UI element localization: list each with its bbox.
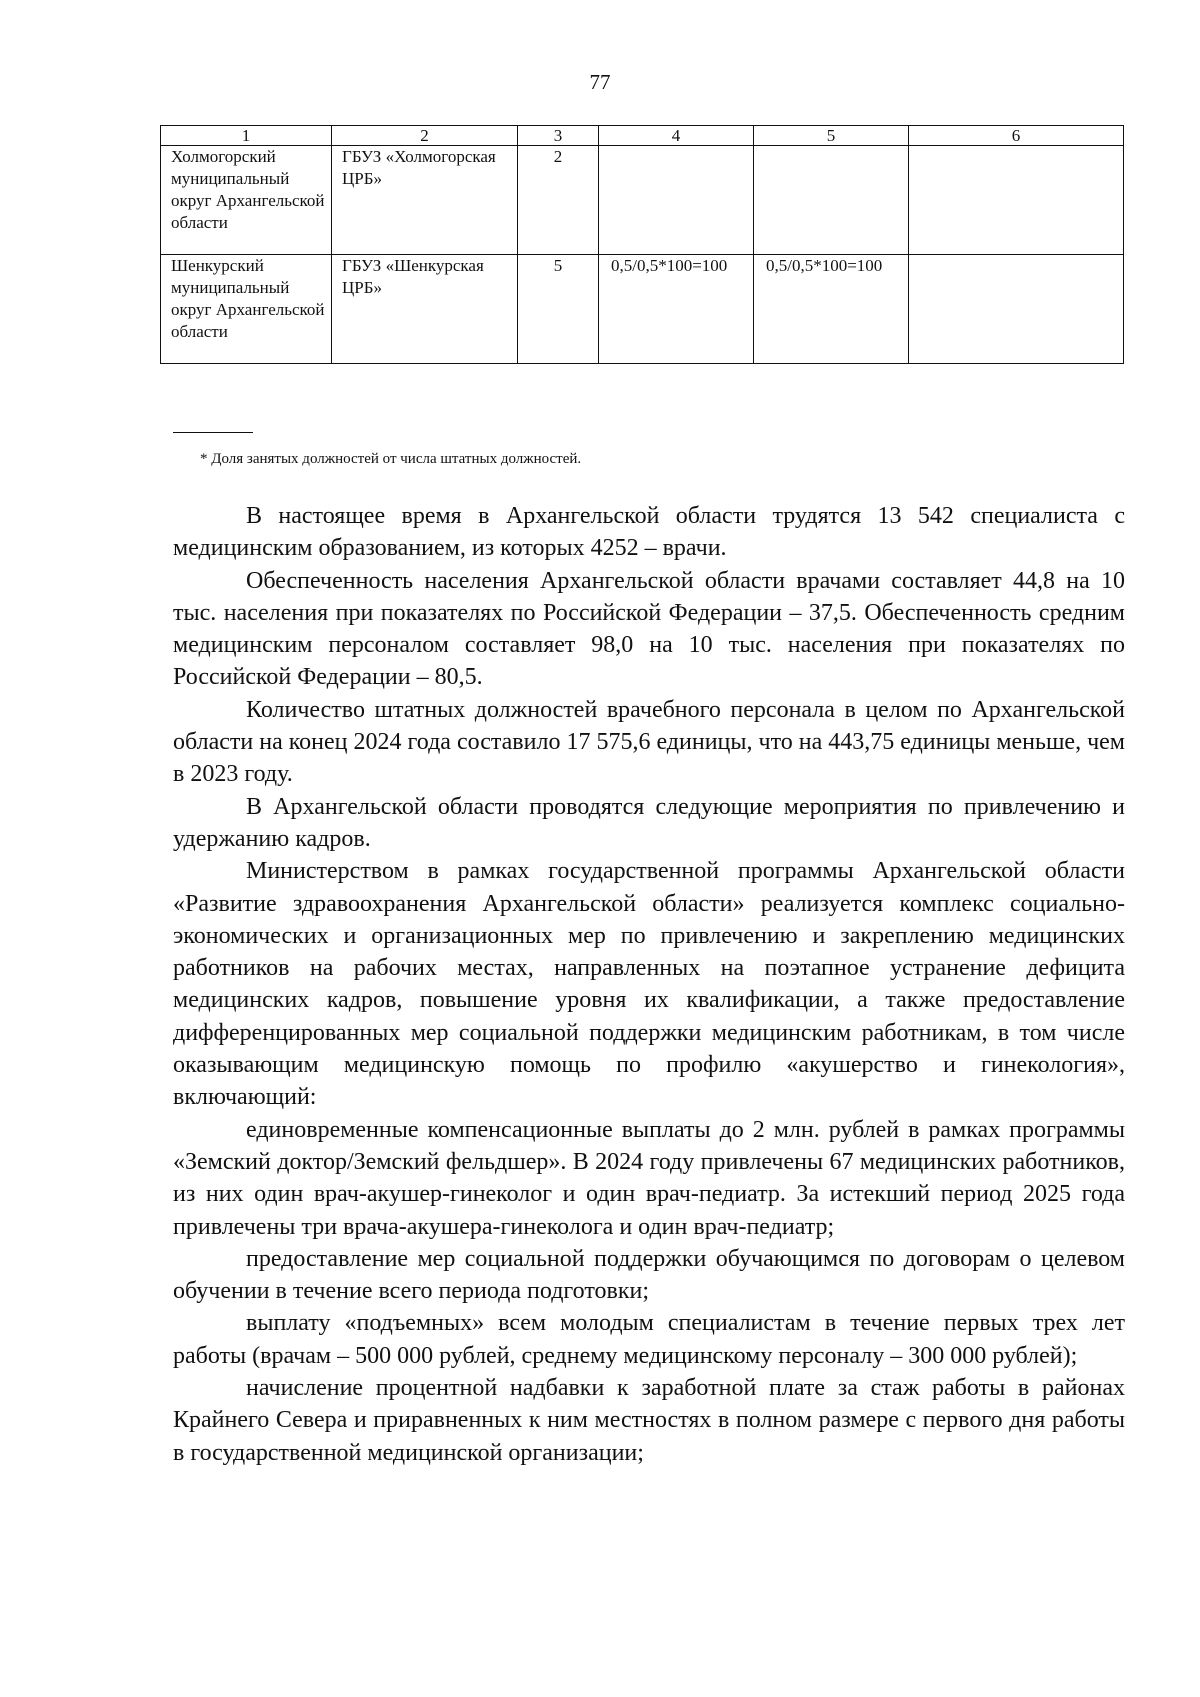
- value-cell: [909, 255, 1124, 364]
- paragraph: выплату «подъемных» всем молодым специалистам в течение первых трех лет работы (врачам – 500 000 рублей, среднему медицинскому персоналу – 300 000 рублей);: [173, 1310, 1125, 1369]
- column-header: 3: [518, 126, 599, 146]
- paragraph: Обеспеченность населения Архангельской области врачами составляет 44,8 на 10 тыс. населения при показателях по Российской Федерации – 37,5. Обеспеченность средним медицинским персоналом составляет 98,0 на 10 тыс. населения при показателях по Российской Федерации – 80,5.: [173, 567, 1125, 691]
- paragraph: В Архангельской области проводятся следующие мероприятия по привлечению и удержанию кадров.: [173, 793, 1125, 852]
- footnote: * Доля занятых должностей от числа штатных должностей.: [200, 451, 582, 467]
- district-cell: Холмогорский муниципальный округ Архангельской области: [161, 146, 332, 255]
- value-cell: [754, 146, 909, 255]
- footnote-divider: [173, 432, 253, 433]
- column-header: 6: [909, 126, 1124, 146]
- organization-cell: ГБУЗ «Холмогорская ЦРБ»: [332, 146, 518, 255]
- paragraph: Количество штатных должностей врачебного персонала в целом по Архангельской области на конец 2024 года составило 17 575,6 единицы, что на 443,75 единицы меньше, чем в 2023 году.: [173, 696, 1125, 788]
- table-row: [161, 255, 1124, 364]
- page-number: 77: [589, 70, 611, 94]
- column-header: 5: [754, 126, 909, 146]
- table-header-row: [161, 126, 1124, 146]
- table-row: [161, 146, 1124, 255]
- paragraph: предоставление мер социальной поддержки обучающимся по договорам о целевом обучении в течение всего периода подготовки;: [173, 1245, 1125, 1305]
- paragraph: В настоящее время в Архангельской области трудятся 13 542 специалиста с медицинским образованием, из которых 4252 – врачи.: [173, 503, 1125, 562]
- column-header: 1: [161, 126, 332, 146]
- value-cell: [599, 146, 754, 255]
- column-header: 4: [599, 126, 754, 146]
- data-table: [160, 125, 1124, 364]
- value-cell: [909, 146, 1124, 255]
- value-cell: 2: [518, 146, 599, 255]
- value-cell: 5: [518, 255, 599, 364]
- body-text: [173, 500, 1125, 1469]
- paragraph: Министерством в рамках государственной программы Архангельской области «Развитие здравоохранения Архангельской области» реализуется комплекс социально-экономических и организационных мер по привлечению и закреплению медицинских работников на рабочих местах, направленных на поэтапное устранение дефицита медицинских кадров, повышение уровня их квалификации, а также предоставление дифференцированных мер социальной поддержки медицинским работникам, в том числе оказывающим медицинскую помощь по профилю «акушерство и гинекология», включающий:: [173, 858, 1125, 1111]
- value-cell: 0,5/0,5*100=100: [599, 255, 754, 364]
- district-cell: Шенкурский муниципальный округ Архангельской области: [161, 255, 332, 364]
- paragraph: единовременные компенсационные выплаты до 2 млн. рублей в рамках программы «Земский доктор/Земский фельдшер». В 2024 году привлечены 67 медицинских работников, из них один врач-акушер-гинеколог и один врач-педиатр. За истекший период 2025 года привлечены три врача-акушера-гинеколога и один врач-педиатр;: [173, 1116, 1125, 1240]
- paragraph: начисление процентной надбавки к заработной плате за стаж работы в районах Крайнего Севера и приравненных к ним местностях в полном размере с первого дня работы в государственной медицинской организации;: [173, 1375, 1125, 1466]
- organization-cell: ГБУЗ «Шенкурская ЦРБ»: [332, 255, 518, 364]
- value-cell: 0,5/0,5*100=100: [754, 255, 909, 364]
- column-header: 2: [332, 126, 518, 146]
